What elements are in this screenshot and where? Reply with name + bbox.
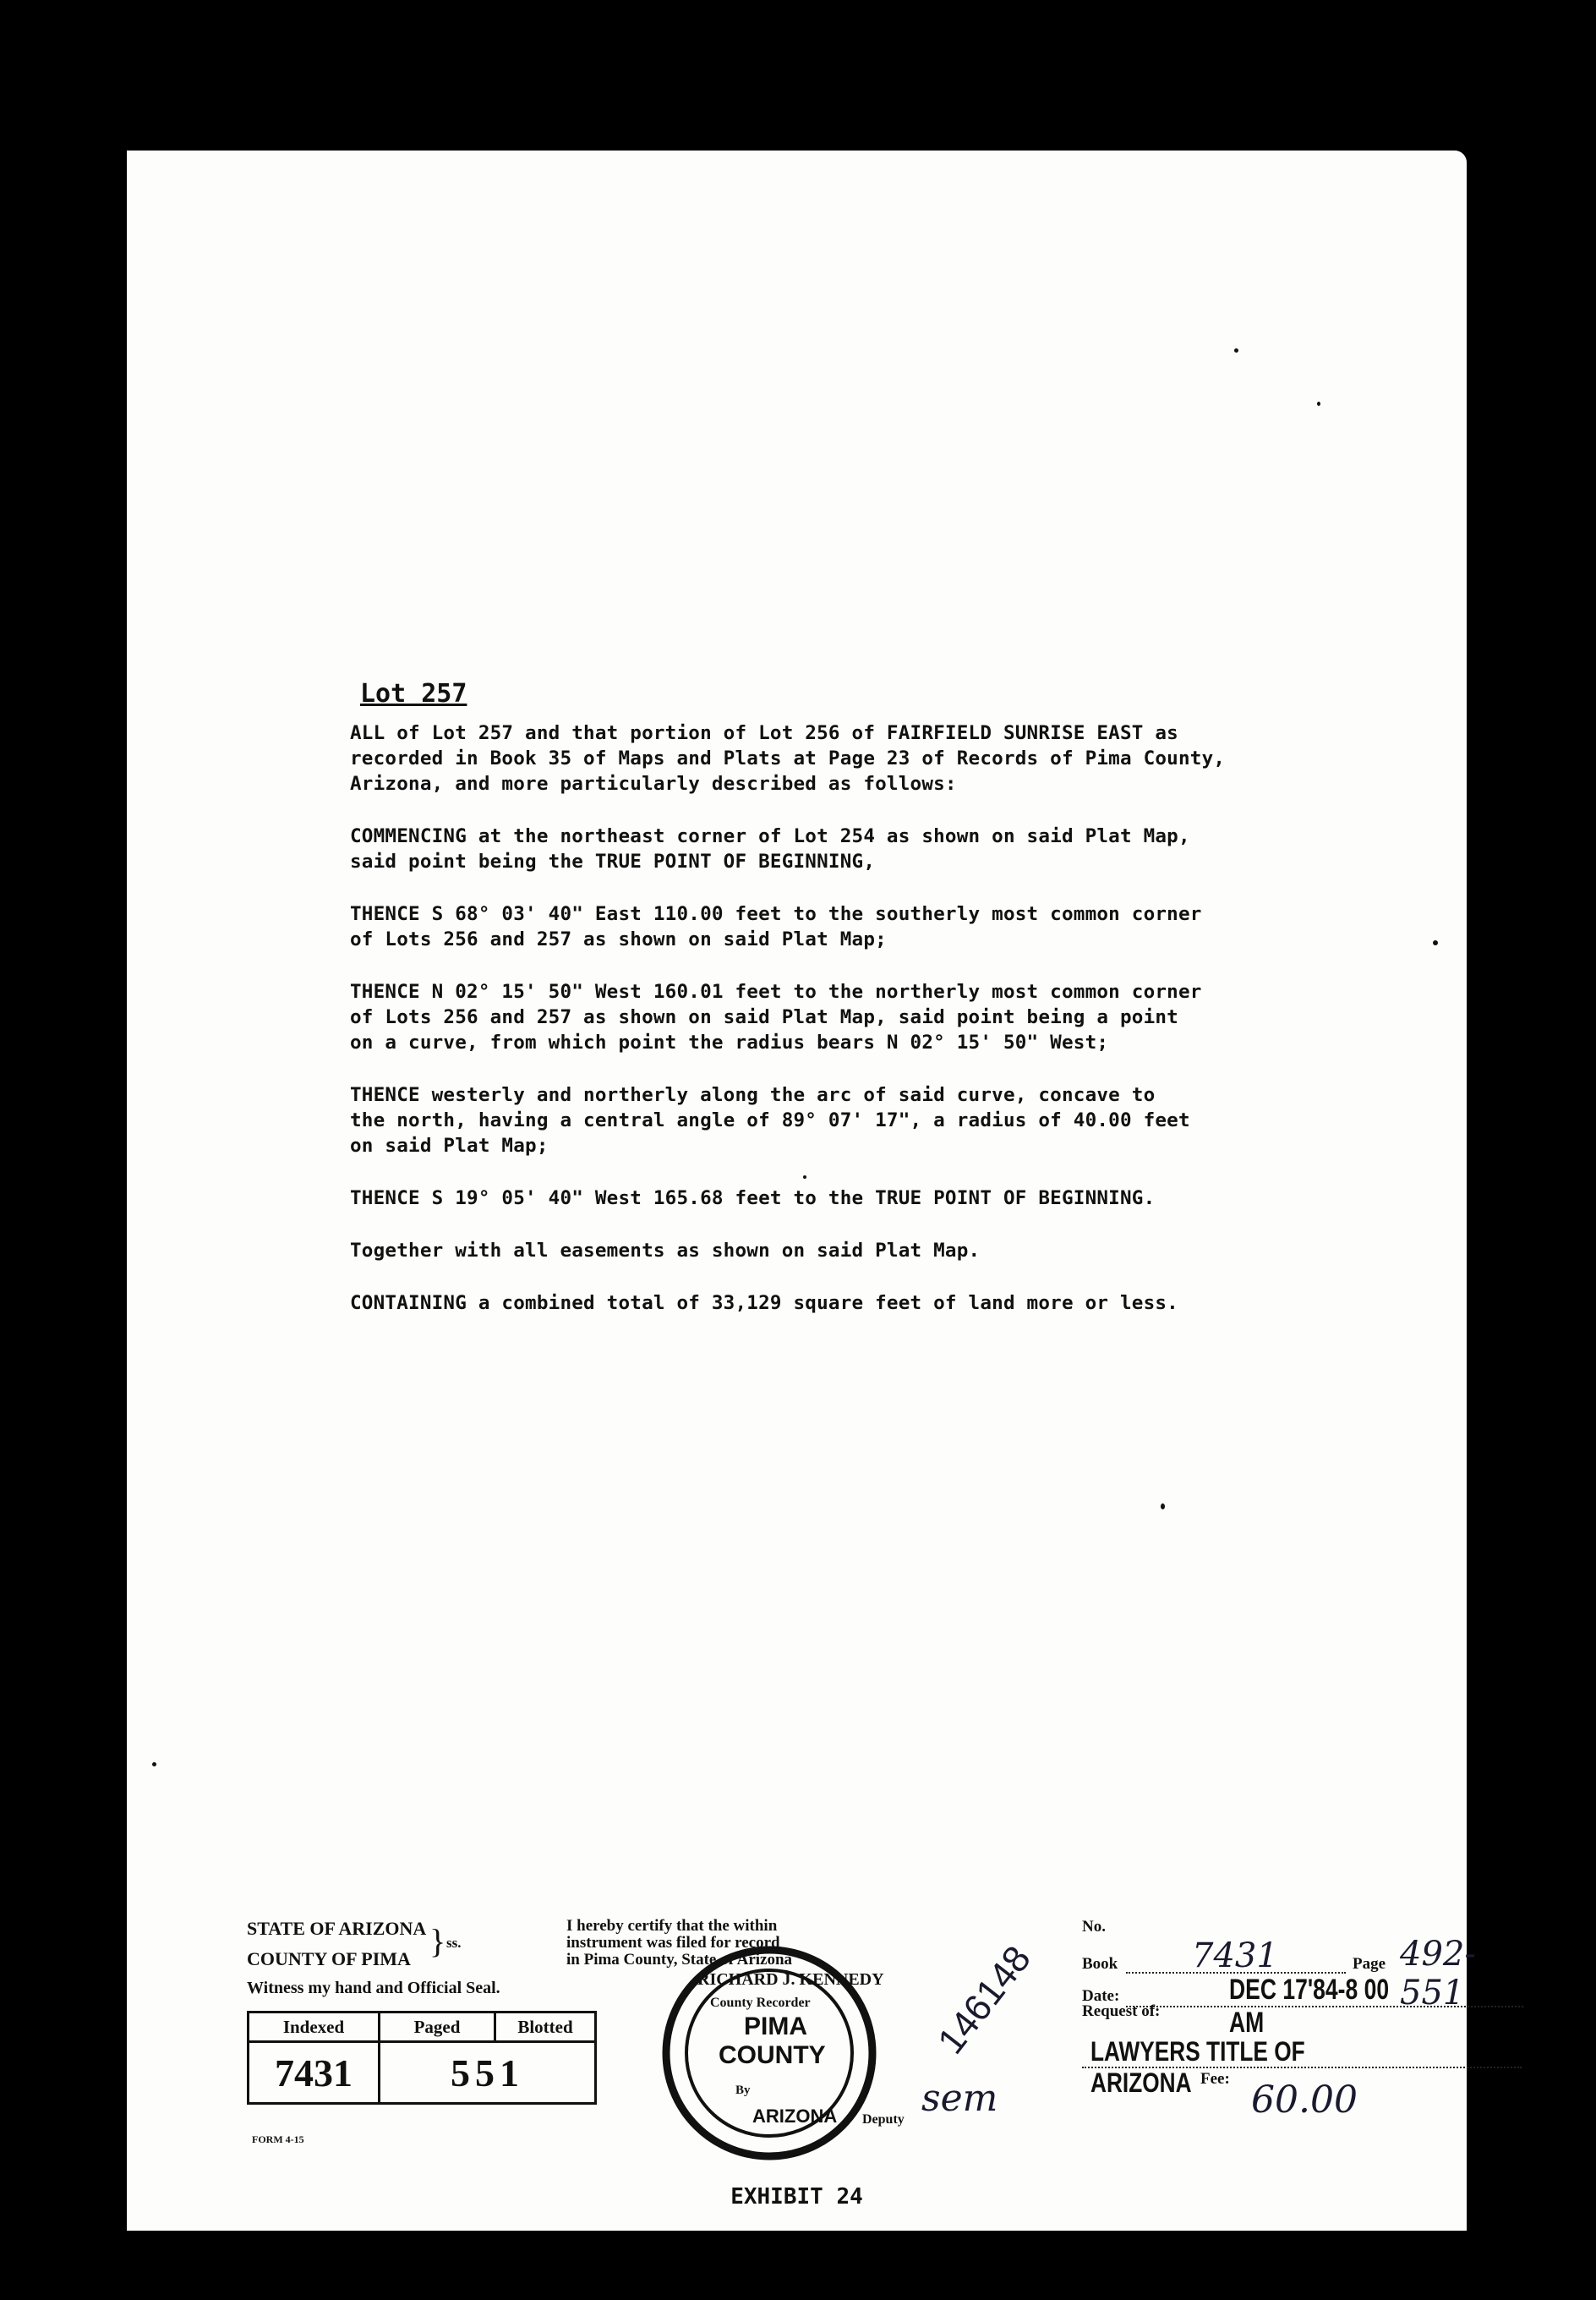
request-label: Request of: bbox=[1082, 2002, 1161, 2020]
scan-speck bbox=[803, 1175, 806, 1179]
page-value: 492-551 bbox=[1400, 1935, 1476, 2012]
paragraph: THENCE westerly and northerly along the arc of said curve, concave to the north, having a central angle of 89° 07' 17", a radius of 40.00 feet on said Plat Map; bbox=[350, 1084, 1190, 1157]
certify-line: instrument was filed for record bbox=[566, 1934, 780, 1952]
lot-title: Lot 257 bbox=[360, 679, 467, 709]
stamp-number: 146148 bbox=[930, 1938, 1040, 2062]
by-label: By bbox=[735, 2084, 751, 2097]
paragraph: THENCE S 68° 03' 40" East 110.00 feet to the southerly most common corner of Lots 256 and 257 as shown on said Plat Map; bbox=[350, 903, 1202, 950]
page-label: Page bbox=[1353, 1955, 1386, 1973]
date-value: DEC 17'84-8 00 AM bbox=[1229, 1974, 1390, 2039]
legal-description bbox=[350, 679, 1390, 1343]
seal-recorder-name: RICHARD J. KENNEDY bbox=[697, 1970, 884, 1989]
paragraph: COMMENCING at the northeast corner of Lot 254 as shown on said Plat Map, said point being the TRUE POINT OF BEGINNING, bbox=[350, 825, 1190, 873]
indexed-value: 7431 bbox=[249, 2042, 380, 2104]
seal-recorder-title: County Recorder bbox=[710, 1996, 811, 2010]
request-value: LAWYERS TITLE OF ARIZONA bbox=[1090, 2036, 1305, 2098]
date-label: Date: bbox=[1082, 1987, 1120, 2005]
form-number: FORM 4-15 bbox=[252, 2133, 304, 2145]
certify-line: I hereby certify that the within bbox=[566, 1917, 778, 1935]
bracket-glyph: } bbox=[429, 1922, 446, 1960]
paragraph-list bbox=[350, 720, 1390, 1316]
scan-speck bbox=[1234, 348, 1238, 353]
certify-line: in Pima County, State of Arizona bbox=[566, 1951, 793, 1969]
fee-value: 60.00 bbox=[1251, 2078, 1358, 2122]
county-line: COUNTY OF PIMA bbox=[247, 1948, 411, 1969]
book-label: Book bbox=[1082, 1955, 1118, 1973]
ss-label: ss. bbox=[446, 1935, 462, 1951]
paragraph: ALL of Lot 257 and that portion of Lot 256 of FAIRFIELD SUNRISE EAST as recorded in Book 35 of Maps and Plats at Page 23 of Records of Pima County, Arizona, and more particularly described as follows: bbox=[350, 722, 1226, 795]
recording-footer bbox=[186, 1917, 1476, 2205]
scan-speck bbox=[152, 1762, 156, 1766]
no-label: No. bbox=[1082, 1918, 1106, 1936]
paragraph: CONTAINING a combined total of 33,129 square feet of land more or less. bbox=[350, 1292, 1178, 1314]
exhibit-label: EXHIBIT 24 bbox=[730, 2184, 863, 2210]
document-page bbox=[127, 151, 1476, 2231]
blotted-header: Blotted bbox=[495, 2012, 596, 2042]
indexed-header: Indexed bbox=[249, 2012, 380, 2042]
paged-header: Paged bbox=[380, 2012, 495, 2042]
recording-index-table bbox=[247, 2011, 597, 2105]
scan-speck bbox=[1161, 1503, 1165, 1509]
seal-county: COUNTY bbox=[719, 2041, 826, 2069]
fee-label: Fee: bbox=[1200, 2070, 1230, 2088]
witness-line: Witness my hand and Official Seal. bbox=[247, 1979, 500, 1997]
scan-speck bbox=[1317, 402, 1320, 406]
paragraph: THENCE S 19° 05' 40" West 165.68 feet to the TRUE POINT OF BEGINNING. bbox=[350, 1187, 1156, 1209]
state-line: STATE OF ARIZONA bbox=[247, 1918, 427, 1939]
clerk-initials: sem bbox=[921, 2077, 998, 2120]
paged-blotted-value: 551 bbox=[380, 2042, 596, 2104]
paragraph: Together with all easements as shown on said Plat Map. bbox=[350, 1240, 981, 1262]
scan-speck bbox=[1433, 940, 1438, 945]
deputy-label: Deputy bbox=[862, 2112, 905, 2127]
seal-pima: PIMA bbox=[744, 2012, 807, 2040]
book-value: 7431 bbox=[1192, 1936, 1278, 1975]
paragraph: THENCE N 02° 15' 50" West 160.01 feet to the northerly most common corner of Lots 256 and 257 as shown on said Plat Map, said point being a point on a curve, from which point the radius bears N 02° 15' 50" West; bbox=[350, 981, 1202, 1054]
seal-arizona: ARIZONA bbox=[752, 2106, 838, 2127]
